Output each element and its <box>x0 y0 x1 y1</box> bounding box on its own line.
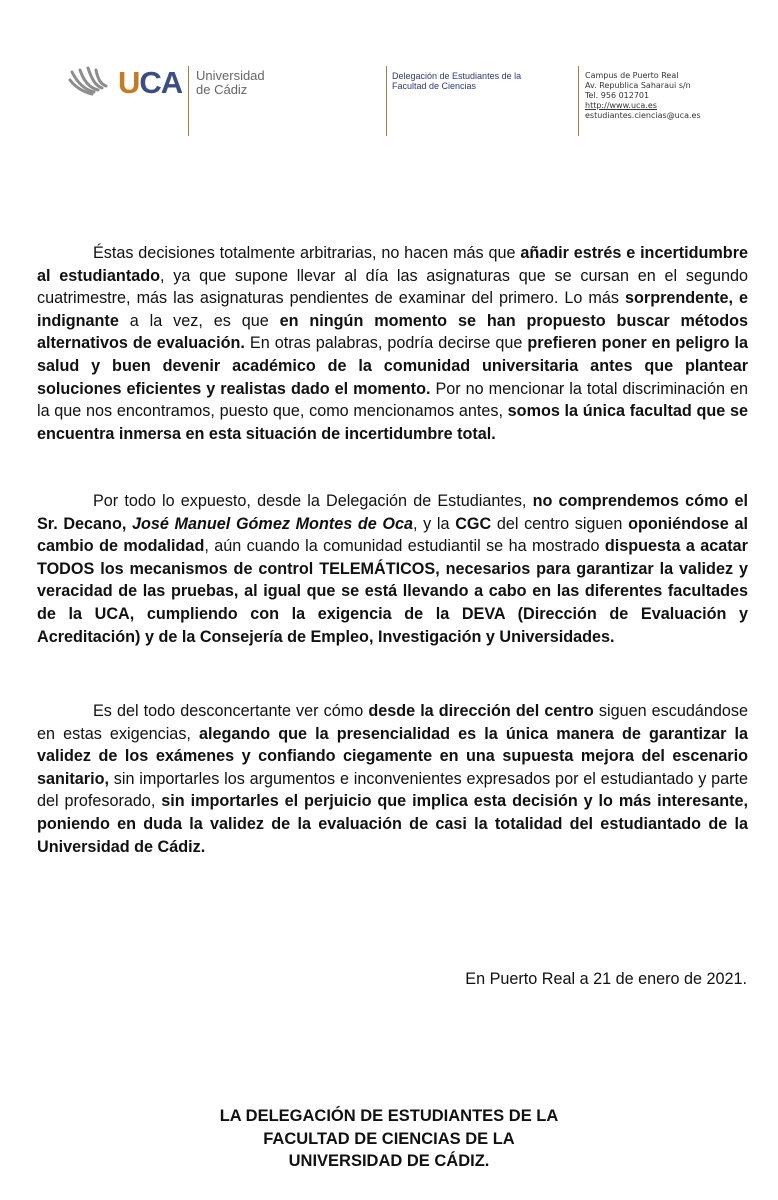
university-name <box>196 69 265 97</box>
text-span: En otras palabras, podría decirse que <box>244 334 528 353</box>
bold-span: somos la única facultad que se encuentra inmersa en esta situación de incertidumbre total. <box>37 402 748 443</box>
bold-span: no comprendemos cómo el Sr. Decano, <box>37 492 748 533</box>
text-span: siguen escudándose en estas exigencias, <box>37 702 748 743</box>
letterhead <box>0 0 778 150</box>
contact-street: Av. Republica Saharaui s/n <box>585 81 691 90</box>
bold-span: alegando que la presencialidad es la única manera de garantizar la validez de los exámenes y confiando ciegamente en una supuesta mejora del escenario sanitario, <box>37 724 748 788</box>
paragraph-3 <box>37 700 748 858</box>
contact-web-link[interactable]: http://www.uca.es <box>585 101 657 110</box>
signature-line2: FACULTAD DE CIENCIAS DE LA <box>263 1129 515 1148</box>
paragraph-1 <box>37 242 748 445</box>
contact-address: Campus de Puerto Real <box>585 71 679 80</box>
uca-logo <box>118 66 182 100</box>
text-span: Por no mencionar la total discriminación en la que nos encontramos, puesto que, como mencionamos antes, <box>37 379 748 421</box>
bold-span: en ningún momento se han propuesto buscar métodos alternativos de evaluación. <box>37 311 748 353</box>
contact-phone: Tel. 956 012701 <box>585 91 650 100</box>
contact-block <box>585 71 701 121</box>
text-span: , ya que supone llevar al día las asignaturas que se cursan en el segundo cuatrimestre, más las asignaturas pendientes de examinar del primero. Lo más <box>37 266 748 308</box>
text-span: Es del todo desconcertante ver cómo <box>93 702 369 720</box>
paragraph-2 <box>37 490 748 648</box>
bold-span: oponiéndose al cambio de modalidad <box>37 514 748 556</box>
text-span: Por todo lo expuesto, desde la Delegación de Estudiantes, <box>93 492 533 510</box>
dean-name: José Manuel Gómez Montes de Oca <box>131 514 414 533</box>
bold-span: CGC <box>455 514 492 533</box>
header-divider <box>386 66 387 136</box>
delegation-line1: Delegación de Estudiantes de la <box>392 71 522 81</box>
signature-line3: UNIVERSIDAD DE CÁDIZ. <box>288 1152 490 1170</box>
bold-span: prefieren poner en peligro la salud y buen devenir académico de la comunidad universitaria antes que plantear soluciones eficientes y realistas dado el momento. <box>37 334 748 398</box>
bold-span: dispuesta a acatar TODOS los mecanismos de control TELEMÁTICOS, necesarios para garantizar la validez y veracidad de las pruebas, al igual que se está llevando a cabo en las diferentes facultades de la UCA, cumpliendo con la exigencia de la DEVA (Dirección de Evaluación y Acreditación) y de la Consejería de Empleo, Investigación y Universidades. <box>37 537 748 646</box>
document-date: En Puerto Real a 21 de enero de 2021. <box>465 970 747 988</box>
signature-block <box>0 1105 778 1173</box>
delegation-name <box>392 71 521 91</box>
logo-u: U <box>118 65 140 100</box>
text-span: del centro siguen <box>491 514 629 533</box>
university-name-line2: de Cádiz <box>196 82 248 97</box>
university-name-line1: Universidad <box>196 68 265 83</box>
text-span: , aún cuando la comunidad estudiantil se ha mostrado <box>204 537 605 556</box>
logo-ca: CA <box>139 65 183 100</box>
bold-span: sin importarles el perjuicio que implica esta decisión y lo más interesante, poniendo en duda la validez de la evaluación de casi la totalidad del estudiantado de la Universidad de Cádiz. <box>37 792 748 856</box>
text-span: , y la <box>413 514 456 533</box>
signature-line1: LA DELEGACIÓN DE ESTUDIANTES DE LA <box>219 1107 559 1125</box>
bold-span: añadir estrés e incertidumbre al estudiantado <box>37 244 749 285</box>
text-span: sin importarles los argumentos e inconvenientes expresados por el estudiantado y parte del profesorado, <box>37 769 748 811</box>
header-divider <box>188 66 189 136</box>
text-span: Éstas decisiones totalmente arbitrarias, no hacen más que <box>93 244 521 262</box>
header-divider <box>578 66 579 136</box>
contact-email[interactable]: estudiantes.ciencias@uca.es <box>585 111 701 120</box>
delegation-line2: Facultad de Ciencias <box>392 81 477 91</box>
bold-span: sorprendente, e indignante <box>37 289 748 330</box>
bold-span: desde la dirección del centro <box>368 702 594 720</box>
text-span: a la vez, es que <box>118 311 280 330</box>
